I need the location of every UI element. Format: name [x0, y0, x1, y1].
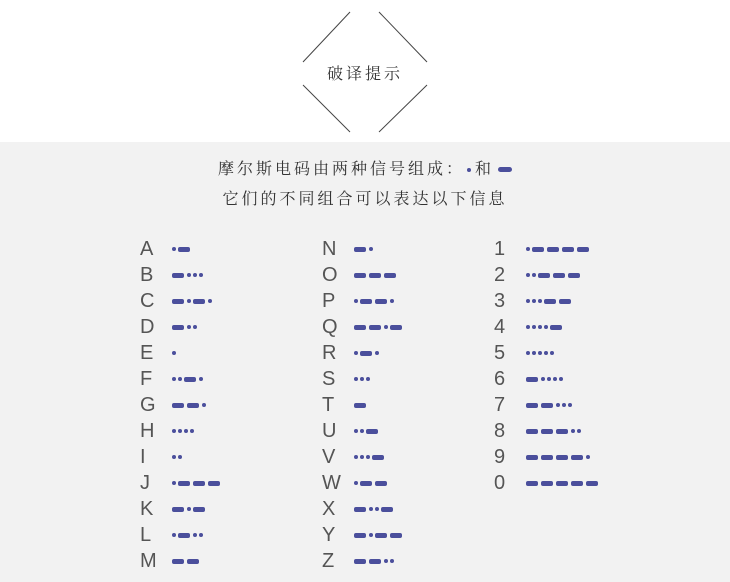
morse-dash	[172, 507, 184, 512]
morse-dash	[360, 481, 372, 486]
morse-dash	[526, 429, 538, 434]
morse-dash	[184, 377, 196, 382]
morse-dot	[354, 455, 358, 459]
morse-dot	[193, 325, 197, 329]
morse-dot	[577, 429, 581, 433]
morse-dot	[526, 299, 530, 303]
morse-dot	[541, 377, 545, 381]
morse-dash	[172, 403, 184, 408]
morse-dash	[354, 273, 366, 278]
morse-dash	[526, 481, 538, 486]
morse-code	[172, 340, 178, 366]
morse-dash	[526, 455, 538, 460]
morse-code	[354, 288, 396, 314]
morse-dot	[172, 455, 176, 459]
morse-dot	[526, 325, 530, 329]
morse-dash	[369, 559, 381, 564]
morse-dash	[354, 325, 366, 330]
morse-dot	[199, 533, 203, 537]
morse-dot	[354, 299, 358, 303]
morse-code	[354, 548, 396, 574]
morse-dash	[550, 325, 562, 330]
morse-dot	[538, 351, 542, 355]
morse-dot	[375, 507, 379, 511]
morse-dash	[568, 273, 580, 278]
morse-dot	[390, 299, 394, 303]
morse-character: 5	[494, 342, 506, 364]
morse-character: B	[140, 264, 154, 286]
morse-dash	[553, 273, 565, 278]
morse-dash	[541, 403, 553, 408]
morse-character: 1	[494, 238, 506, 260]
intro-line-1	[0, 156, 730, 179]
morse-dash	[541, 481, 553, 486]
morse-code	[354, 340, 381, 366]
morse-character: Y	[322, 524, 336, 546]
morse-dot	[208, 299, 212, 303]
morse-code	[354, 470, 390, 496]
morse-dash	[390, 533, 402, 538]
morse-character: 6	[494, 368, 506, 390]
intro-text: 摩尔斯电码由两种信号组成：	[217, 159, 465, 178]
diamond-line-lower-right	[379, 85, 427, 132]
morse-dot	[199, 377, 203, 381]
morse-dash	[541, 429, 553, 434]
morse-dash	[375, 533, 387, 538]
morse-dash	[178, 247, 190, 252]
morse-character: 9	[494, 446, 506, 468]
morse-dot	[178, 377, 182, 381]
morse-character: H	[140, 420, 155, 442]
morse-dot	[544, 325, 548, 329]
morse-code	[172, 236, 193, 262]
morse-character: R	[322, 342, 337, 364]
morse-character: P	[322, 290, 336, 312]
diamond-line-upper-right	[379, 12, 427, 62]
morse-dot	[354, 481, 358, 485]
morse-dot	[538, 299, 542, 303]
morse-dot	[384, 559, 388, 563]
morse-dot	[568, 403, 572, 407]
morse-code	[172, 470, 223, 496]
morse-character: I	[140, 446, 146, 468]
morse-dot	[532, 273, 536, 277]
morse-dot	[190, 429, 194, 433]
morse-code	[354, 496, 396, 522]
morse-dot	[193, 533, 197, 537]
morse-dot	[178, 455, 182, 459]
morse-dot	[202, 403, 206, 407]
morse-character: U	[322, 420, 337, 442]
morse-dot	[360, 429, 364, 433]
morse-dash	[586, 481, 598, 486]
morse-dot	[172, 377, 176, 381]
morse-code	[172, 418, 196, 444]
morse-character: E	[140, 342, 154, 364]
morse-code	[526, 444, 592, 470]
morse-dash	[526, 377, 538, 382]
morse-dash	[178, 481, 190, 486]
morse-code	[172, 548, 202, 574]
morse-dot	[354, 377, 358, 381]
morse-character: 2	[494, 264, 506, 286]
morse-code	[526, 418, 583, 444]
morse-dot	[199, 273, 203, 277]
morse-dot	[187, 325, 191, 329]
morse-dot	[187, 507, 191, 511]
morse-dash	[193, 299, 205, 304]
morse-dot	[526, 247, 530, 251]
morse-dash	[390, 325, 402, 330]
morse-character: Q	[322, 316, 338, 338]
morse-dot	[172, 247, 176, 251]
morse-dash	[541, 455, 553, 460]
morse-character: 3	[494, 290, 506, 312]
morse-code	[172, 314, 199, 340]
diamond-line-upper-left	[303, 12, 350, 62]
morse-dash	[381, 507, 393, 512]
morse-code	[526, 392, 574, 418]
morse-dot	[369, 247, 373, 251]
morse-character: V	[322, 446, 336, 468]
morse-dash	[360, 299, 372, 304]
morse-dash	[532, 247, 544, 252]
morse-dash	[366, 429, 378, 434]
morse-dash	[354, 559, 366, 564]
morse-character: C	[140, 290, 155, 312]
morse-dot	[178, 429, 182, 433]
morse-dot	[559, 377, 563, 381]
morse-dot	[384, 325, 388, 329]
morse-character: M	[140, 550, 157, 572]
diamond-line-lower-left	[303, 85, 350, 132]
morse-code	[172, 366, 205, 392]
morse-code	[172, 262, 205, 288]
morse-dot	[550, 351, 554, 355]
morse-dot	[538, 325, 542, 329]
morse-character: J	[140, 472, 150, 494]
morse-dot	[532, 325, 536, 329]
morse-dot	[360, 455, 364, 459]
morse-dot	[375, 351, 379, 355]
intro-line-2: 它们的不同组合可以表达以下信息	[222, 189, 508, 208]
morse-code	[526, 288, 574, 314]
morse-dash	[571, 481, 583, 486]
morse-dash	[193, 507, 205, 512]
morse-character: A	[140, 238, 154, 260]
morse-dot	[172, 351, 176, 355]
morse-code	[172, 444, 184, 470]
morse-dot	[187, 273, 191, 277]
morse-code	[172, 496, 208, 522]
morse-code	[172, 522, 205, 548]
morse-character: D	[140, 316, 155, 338]
morse-dot	[193, 273, 197, 277]
intro-and: 和	[475, 159, 495, 178]
morse-code	[526, 340, 556, 366]
morse-dash	[369, 325, 381, 330]
morse-code	[354, 418, 381, 444]
morse-code	[354, 522, 405, 548]
morse-dot	[532, 351, 536, 355]
morse-code	[526, 262, 583, 288]
morse-dot	[553, 377, 557, 381]
morse-code	[354, 366, 372, 392]
morse-character: 8	[494, 420, 506, 442]
morse-dash	[571, 455, 583, 460]
morse-dot	[526, 273, 530, 277]
morse-dash	[556, 429, 568, 434]
morse-dash	[354, 403, 366, 408]
morse-dash	[360, 351, 372, 356]
morse-dot	[354, 429, 358, 433]
morse-code	[172, 392, 208, 418]
morse-dot	[369, 533, 373, 537]
morse-dash	[526, 403, 538, 408]
morse-character: 7	[494, 394, 506, 416]
morse-code	[354, 262, 399, 288]
morse-dash	[172, 273, 184, 278]
morse-dash	[544, 299, 556, 304]
morse-dash	[556, 481, 568, 486]
morse-code	[172, 288, 214, 314]
morse-character: 4	[494, 316, 506, 338]
morse-dot	[172, 481, 176, 485]
morse-dash	[208, 481, 220, 486]
morse-dot	[366, 377, 370, 381]
morse-dot	[187, 299, 191, 303]
morse-dot	[556, 403, 560, 407]
morse-dash	[562, 247, 574, 252]
morse-dot	[172, 429, 176, 433]
morse-code	[526, 236, 592, 262]
morse-dot	[354, 351, 358, 355]
morse-dash	[538, 273, 550, 278]
morse-dot	[532, 299, 536, 303]
morse-dash	[193, 481, 205, 486]
morse-code	[526, 314, 565, 340]
morse-character: T	[322, 394, 335, 416]
morse-dash	[384, 273, 396, 278]
dot-symbol	[467, 168, 471, 172]
morse-dot	[562, 403, 566, 407]
morse-dash	[172, 325, 184, 330]
page-title: 破译提示	[326, 64, 403, 83]
morse-code	[354, 314, 405, 340]
morse-dash	[372, 455, 384, 460]
morse-dot	[184, 429, 188, 433]
morse-dot	[366, 455, 370, 459]
morse-character: X	[322, 498, 336, 520]
morse-code	[354, 444, 387, 470]
morse-dash	[172, 559, 184, 564]
morse-character: S	[322, 368, 336, 390]
dash-symbol	[498, 167, 512, 172]
morse-dash	[354, 507, 366, 512]
morse-code	[526, 470, 601, 496]
morse-dash	[375, 481, 387, 486]
morse-dash	[556, 455, 568, 460]
morse-character: W	[322, 472, 341, 494]
morse-dash	[354, 533, 366, 538]
morse-dot	[571, 429, 575, 433]
morse-dot	[360, 377, 364, 381]
morse-dot	[390, 559, 394, 563]
morse-character: L	[140, 524, 152, 546]
morse-dash	[187, 559, 199, 564]
morse-character: Z	[322, 550, 335, 572]
morse-character: O	[322, 264, 338, 286]
morse-dot	[172, 533, 176, 537]
morse-dash	[547, 247, 559, 252]
morse-character: G	[140, 394, 156, 416]
morse-dash	[375, 299, 387, 304]
morse-dot	[547, 377, 551, 381]
morse-code	[526, 366, 565, 392]
morse-character: 0	[494, 472, 506, 494]
morse-dot	[526, 351, 530, 355]
morse-dot	[369, 507, 373, 511]
morse-code	[354, 236, 375, 262]
morse-dash	[178, 533, 190, 538]
morse-dash	[577, 247, 589, 252]
morse-dot	[586, 455, 590, 459]
morse-character: F	[140, 368, 153, 390]
morse-character: K	[140, 498, 154, 520]
morse-dash	[354, 247, 366, 252]
morse-dash	[559, 299, 571, 304]
morse-dash	[172, 299, 184, 304]
morse-dash	[369, 273, 381, 278]
morse-dot	[544, 351, 548, 355]
header-area	[0, 0, 730, 142]
morse-character: N	[322, 238, 337, 260]
morse-code	[354, 392, 369, 418]
morse-dash	[187, 403, 199, 408]
